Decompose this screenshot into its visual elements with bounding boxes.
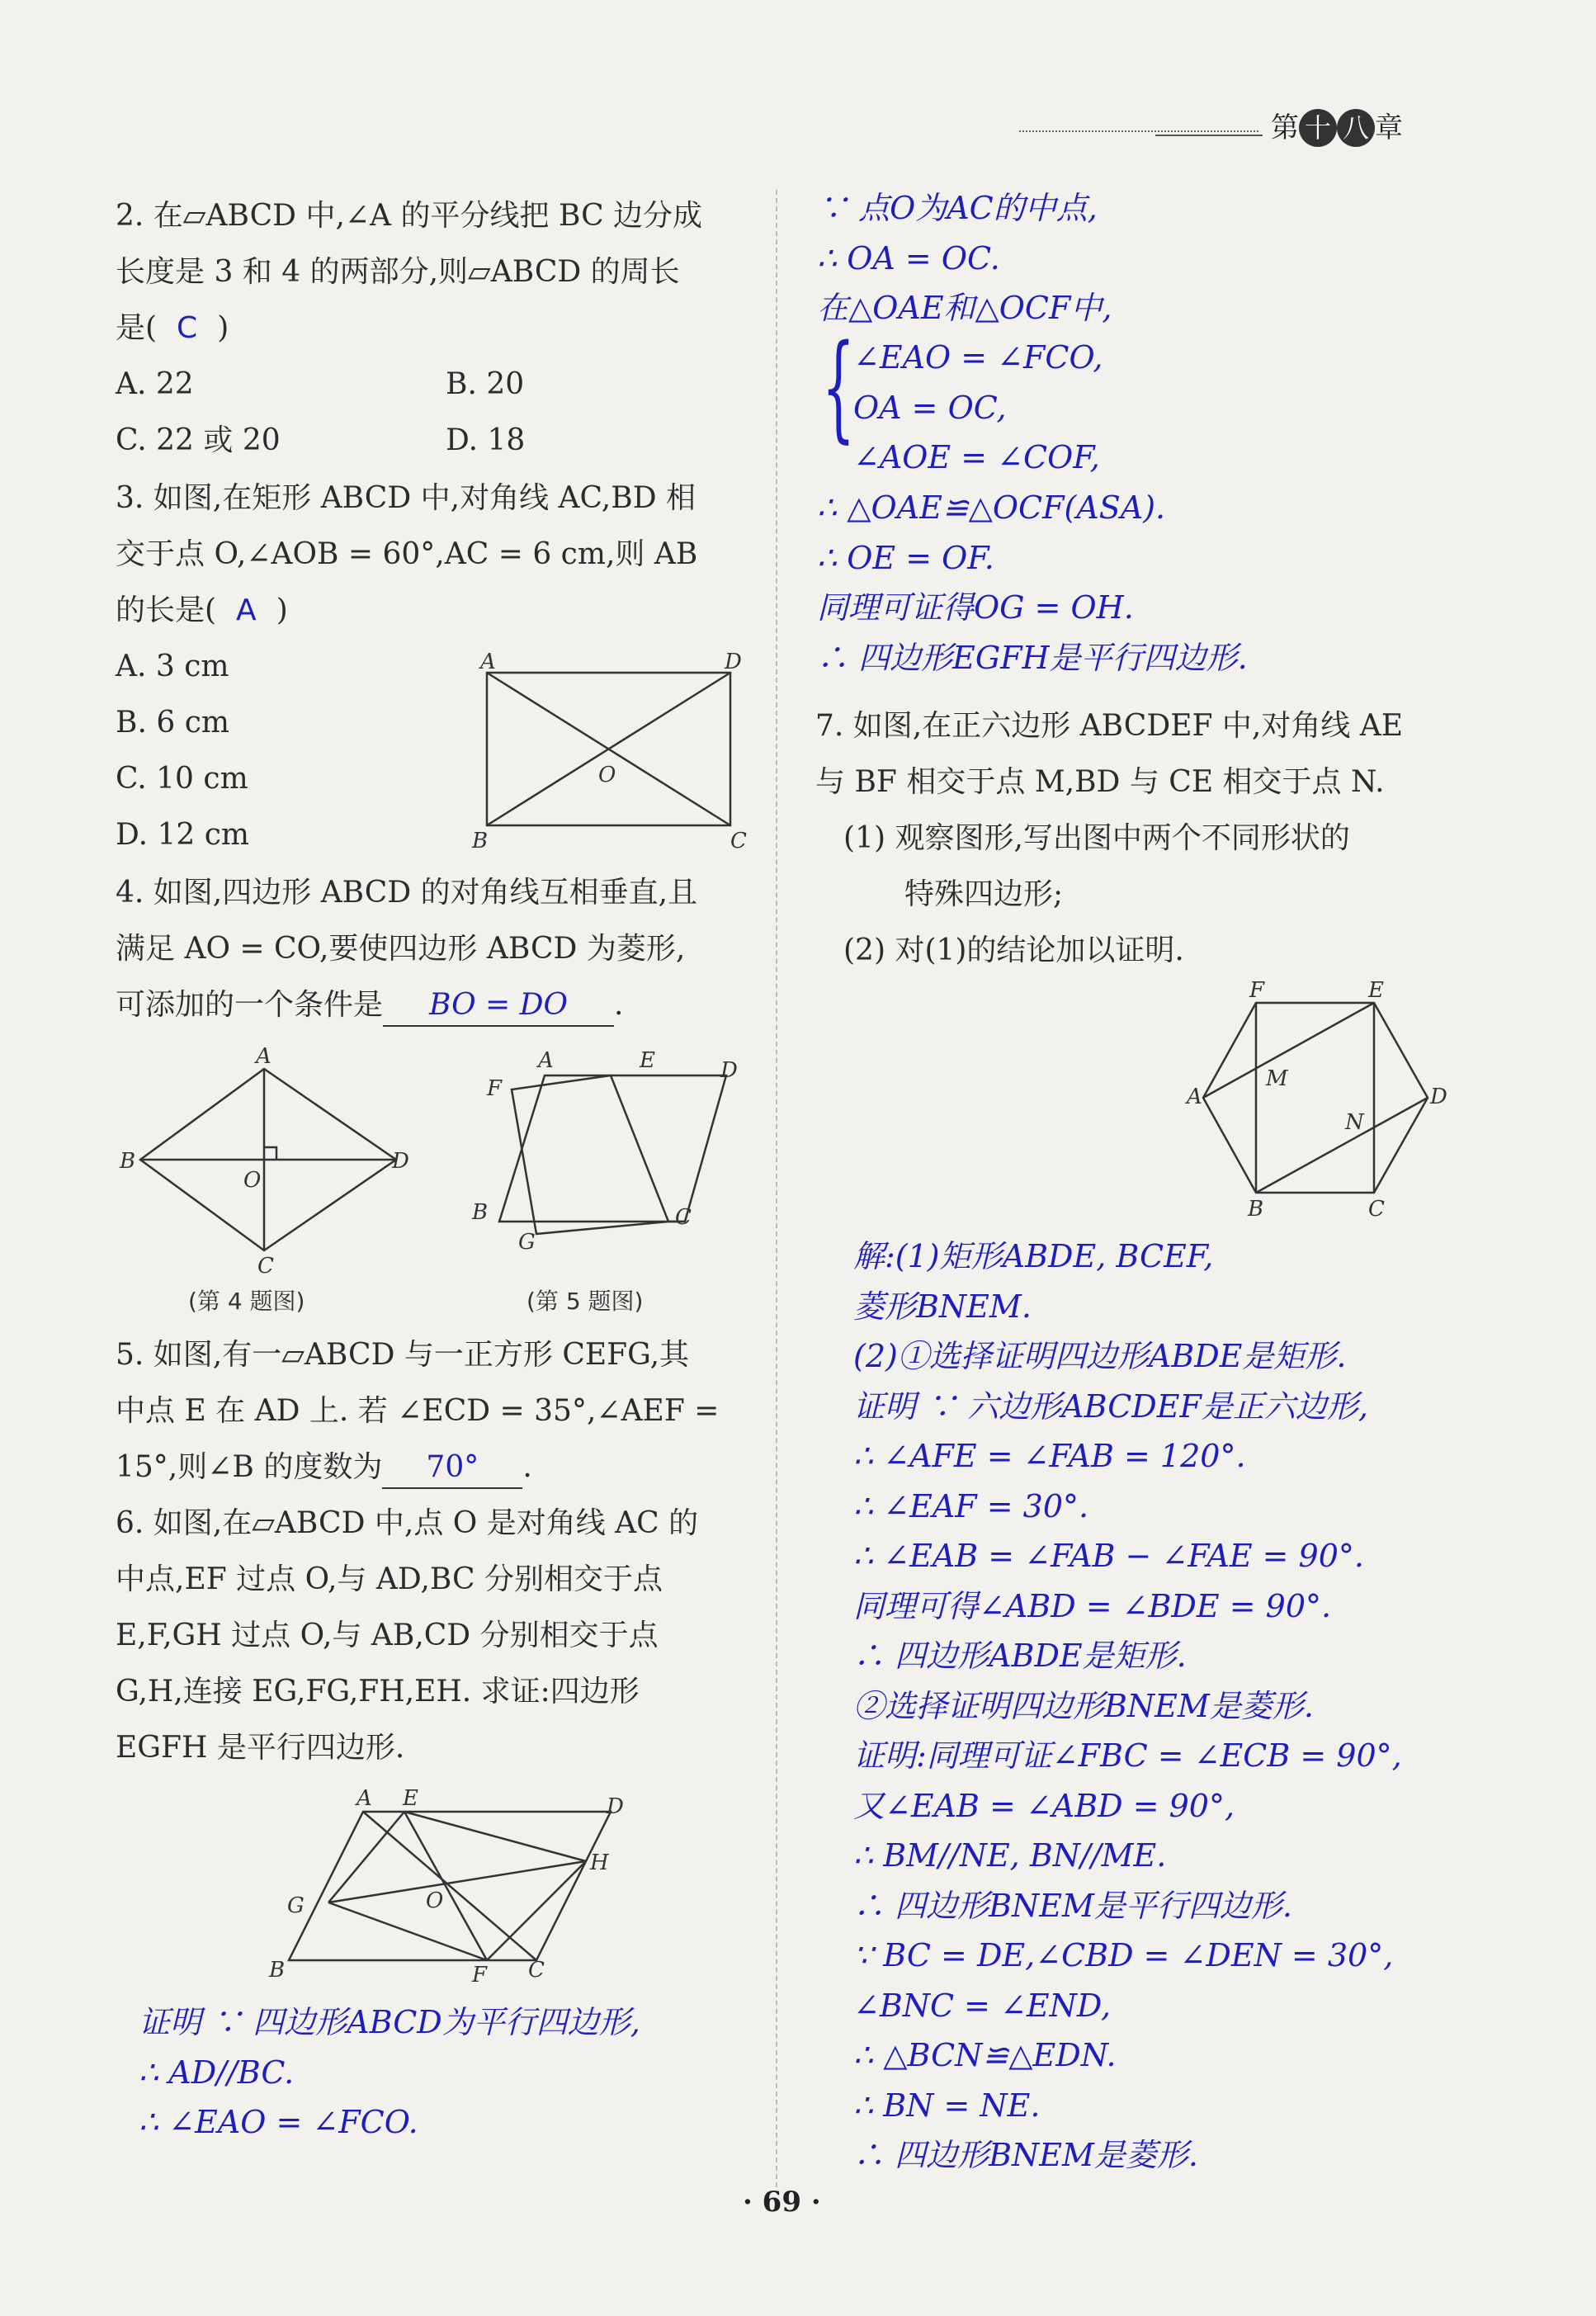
- q7-solution-line-4: 证明 ∵ 六边形ABCDEF是正六边形,: [853, 1387, 1368, 1425]
- header-rule-solid: [1155, 135, 1263, 136]
- q7-label-b: B: [1248, 1197, 1264, 1222]
- question-6: [116, 1496, 698, 1776]
- q4-line-1: 4. 如图,四边形 ABCD 的对角线互相垂直,且: [116, 876, 698, 910]
- q6-proof-line-3: ∴ ∠EAO = ∠FCO.: [139, 2104, 418, 2140]
- q7-solution-line-18: ∴ BN = NE.: [853, 2087, 1041, 2124]
- q4-label-o: O: [243, 1168, 262, 1193]
- q7-solution-line-11: 证明:同理可证∠FBC = ∠ECB = 90°,: [853, 1737, 1402, 1774]
- q6-proof-line-1: 证明 ∵ 四边形ABCD为平行四边形,: [139, 2004, 640, 2040]
- q7-solution-line-13: ∴ BM//NE, BN//ME.: [853, 1837, 1167, 1874]
- q7-solution-line-2: 菱形BNEM.: [853, 1288, 1032, 1325]
- q5-figure-caption: (第 5 题图): [526, 1288, 644, 1315]
- q7-solution-line-6: ∴ ∠EAF = 30°.: [853, 1487, 1089, 1524]
- q6-line-1: 6. 如图,在▱ABCD 中,点 O 是对角线 AC 的: [116, 1506, 699, 1540]
- q7-label-d: D: [1430, 1085, 1447, 1109]
- page-number: · 69 ·: [743, 2186, 821, 2219]
- q7-solution-line-15: ∵ BC = DE,∠CBD = ∠DEN = 30°,: [853, 1937, 1394, 1973]
- q2-option-c: C. 22 或 20: [116, 423, 281, 457]
- q2-option-d: D. 18: [446, 423, 526, 457]
- q6-proof-brace-line-2: OA = OC,: [853, 389, 1007, 426]
- q4-line-3: 可添加的一个条件是 BO = DO .: [116, 977, 697, 1033]
- q7-line-1: 7. 如图,在正六边形 ABCDEF 中,对角线 AE: [815, 709, 1404, 743]
- q6-proof-brace-line-3: ∠AOE = ∠COF,: [853, 439, 1100, 475]
- q7-label-n: N: [1345, 1110, 1364, 1135]
- q7-label-m: M: [1266, 1066, 1288, 1091]
- q6-proof-brace-lines: [853, 333, 1103, 483]
- q5-label-b: B: [472, 1200, 489, 1225]
- chapter-header: [1271, 107, 1403, 149]
- q6-proof-right-a: [817, 183, 1112, 333]
- column-divider: [776, 190, 777, 2187]
- q3-rectangle-figure: [462, 648, 759, 854]
- q6-proof-line-2: ∴ AD//BC.: [139, 2054, 295, 2091]
- q6-proof-line-4: ∵ 点O为AC的中点,: [817, 190, 1098, 226]
- q6-proof-brace: {: [822, 320, 856, 455]
- q7-line-4: 特殊四边形;: [904, 877, 1064, 911]
- q4-label-c: C: [257, 1254, 274, 1279]
- q6-label-b: B: [269, 1958, 286, 1983]
- question-2: [116, 188, 702, 469]
- q6-line-2: 中点,EF 过点 O,与 AD,BC 分别相交于点: [116, 1562, 663, 1596]
- q3-option-a: A. 3 cm: [116, 650, 229, 683]
- q7-solution-line-1: 解:(1)矩形ABDE, BCEF,: [853, 1238, 1214, 1274]
- q6-label-c: C: [528, 1958, 545, 1983]
- q3-line-3: 的长是( A ): [116, 593, 288, 627]
- q3-label-c: C: [730, 829, 747, 853]
- q6-proof-left: [139, 1997, 640, 2148]
- q5-label-c: C: [675, 1205, 692, 1230]
- q7-solution-line-16: ∠BNC = ∠END,: [853, 1987, 1112, 2024]
- q7-label-f: F: [1249, 978, 1265, 1003]
- q6-proof-right-b: [817, 483, 1248, 683]
- q2-answer: C: [177, 311, 198, 345]
- q3-label-d: D: [725, 650, 742, 674]
- question-7: [815, 698, 1403, 979]
- q6-label-f: F: [472, 1963, 488, 1988]
- chapter-number-badge-2: 八: [1337, 109, 1375, 147]
- q7-solution-line-8: 同理可得∠ABD = ∠BDE = 90°.: [853, 1587, 1332, 1624]
- q7-line-2: 与 BF 相交于点 M,BD 与 CE 相交于点 N.: [815, 765, 1385, 799]
- q2-line-1: 2. 在▱ABCD 中,∠A 的平分线把 BC 边分成: [116, 199, 703, 233]
- q7-solution-line-7: ∴ ∠EAB = ∠FAB − ∠FAE = 90°.: [853, 1538, 1364, 1574]
- q6-line-4: G,H,连接 EG,FG,FH,EH. 求证:四边形: [116, 1675, 640, 1709]
- q6-line-5: EGFH 是平行四边形.: [116, 1731, 405, 1765]
- q7-label-e: E: [1368, 978, 1384, 1003]
- q4-label-d: D: [392, 1149, 409, 1174]
- q6-label-g: G: [287, 1893, 305, 1918]
- q5-label-e: E: [640, 1048, 655, 1073]
- q5-line-1: 5. 如图,有一▱ABCD 与一正方形 CEFG,其: [116, 1338, 690, 1372]
- q7-solution-line-9: ∴ 四边形ABDE是矩形.: [853, 1638, 1187, 1674]
- q7-line-3: (1) 观察图形,写出图中两个不同形状的: [843, 821, 1350, 855]
- q5-label-g: G: [518, 1230, 536, 1255]
- q7-label-a: A: [1187, 1085, 1202, 1109]
- q5-answer: 70°: [382, 1448, 522, 1489]
- q7-label-c: C: [1368, 1197, 1385, 1222]
- chapter-suffix: 章: [1375, 111, 1403, 144]
- q7-hexagon-figure: [1188, 978, 1452, 1226]
- q2-line-3: 是( C ): [116, 311, 229, 345]
- q3-label-o: O: [598, 763, 616, 787]
- q3-line-1: 3. 如图,在矩形 ABCD 中,对角线 AC,BD 相: [116, 481, 696, 515]
- q6-label-a: A: [357, 1786, 372, 1811]
- q4-label-a: A: [256, 1044, 272, 1069]
- q4-line-2: 满足 AO = CO,要使四边形 ABCD 为菱形,: [116, 932, 686, 966]
- chapter-prefix: 第: [1271, 111, 1299, 144]
- q6-proof-line-8: ∴ OE = OF.: [817, 539, 994, 576]
- q6-proof-line-6: 在△OAE和△OCF中,: [817, 290, 1112, 326]
- q7-solution-line-10: ②选择证明四边形BNEM是菱形.: [853, 1687, 1314, 1724]
- q5-parallelogram-square-figure: [462, 1044, 759, 1255]
- q7-solution-line-5: ∴ ∠AFE = ∠FAB = 120°.: [853, 1438, 1246, 1474]
- q6-label-d: D: [607, 1794, 624, 1819]
- q6-label-o: O: [426, 1888, 444, 1913]
- q7-solution-line-19: ∴ 四边形BNEM是菱形.: [853, 2137, 1198, 2173]
- q3-answer: A: [236, 593, 257, 627]
- q6-line-3: E,F,GH 过点 O,与 AB,CD 分别相交于点: [116, 1619, 659, 1652]
- q2-option-b: B. 20: [446, 367, 525, 401]
- q5-line-3: 15°,则∠B 的度数为 70° .: [116, 1439, 719, 1496]
- q6-proof-line-10: ∴ 四边形EGFH是平行四边形.: [817, 639, 1248, 676]
- q2-line-2: 长度是 3 和 4 的两部分,则▱ABCD 的周长: [116, 255, 680, 289]
- q2-options-row-1: [116, 357, 702, 413]
- q6-proof-line-9: 同理可证得OG = OH.: [817, 589, 1134, 626]
- q5-line-2: 中点 E 在 AD 上. 若 ∠ECD = 35°,∠AEF =: [116, 1394, 720, 1428]
- q2-options-row-2: [116, 413, 702, 469]
- q3-label-b: B: [472, 829, 489, 853]
- q7-line-5: (2) 对(1)的结论加以证明.: [843, 933, 1184, 967]
- q3-label-a: A: [480, 650, 496, 674]
- q4-label-b: B: [120, 1149, 136, 1174]
- q6-proof-line-5: ∴ OA = OC.: [817, 239, 1000, 277]
- q6-proof-line-7: ∴ △OAE≌△OCF(ASA).: [817, 489, 1166, 526]
- q6-proof-brace-line-1: ∠EAO = ∠FCO,: [853, 339, 1103, 376]
- q3-option-d: D. 12 cm: [116, 818, 250, 852]
- q5-label-f: F: [487, 1076, 503, 1101]
- question-4: [116, 865, 697, 1033]
- q7-solution: [853, 1231, 1402, 2181]
- q4-rhombus-figure: [116, 1044, 413, 1279]
- q7-solution-line-12: 又∠EAB = ∠ABD = 90°,: [853, 1787, 1235, 1824]
- question-5: [116, 1327, 719, 1496]
- q5-label-a: A: [538, 1048, 554, 1073]
- q5-label-d: D: [720, 1058, 738, 1083]
- q4-answer: BO = DO: [383, 985, 614, 1027]
- q3-option-b: B. 6 cm: [116, 706, 229, 740]
- q6-parallelogram-figure: [264, 1786, 635, 1988]
- chapter-number-badge-1: 十: [1299, 109, 1337, 147]
- q6-label-h: H: [590, 1850, 609, 1875]
- q7-solution-line-14: ∴ 四边形BNEM是平行四边形.: [853, 1887, 1292, 1924]
- q6-label-e: E: [403, 1786, 418, 1811]
- q3-line-2: 交于点 O,∠AOB = 60°,AC = 6 cm,则 AB: [116, 537, 698, 571]
- q2-option-a: A. 22: [116, 367, 194, 401]
- q7-solution-line-17: ∴ △BCN≌△EDN.: [853, 2037, 1117, 2073]
- q3-option-c: C. 10 cm: [116, 762, 248, 796]
- q4-figure-caption: (第 4 题图): [188, 1288, 305, 1315]
- q7-solution-line-3: (2)①选择证明四边形ABDE是矩形.: [853, 1338, 1347, 1374]
